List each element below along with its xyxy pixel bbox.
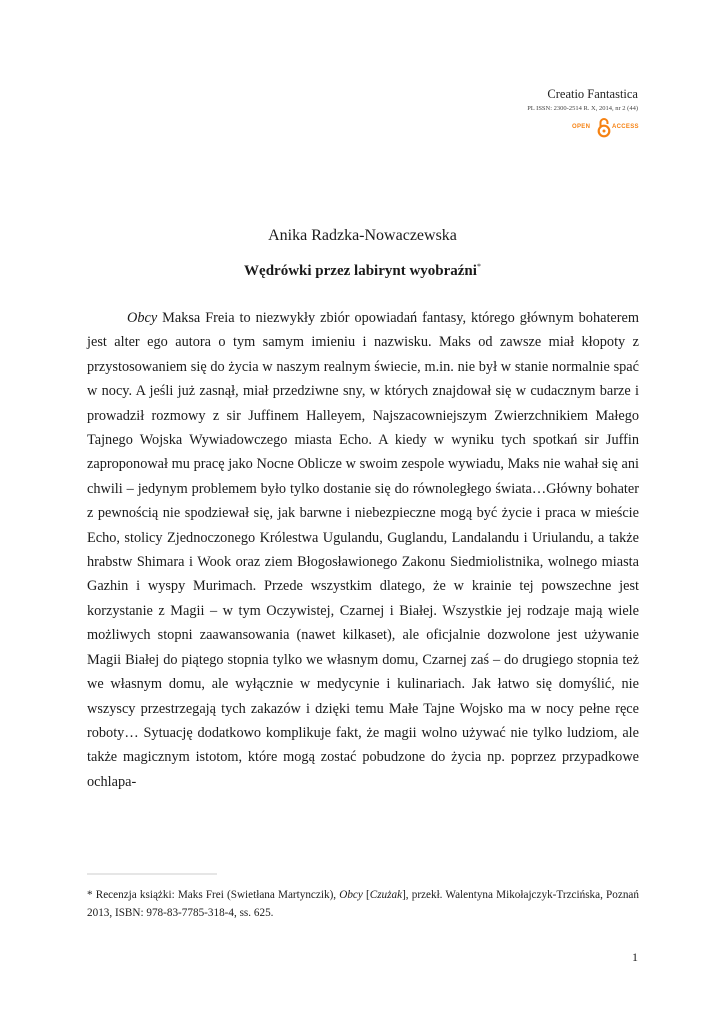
open-access-open-word: OPEN [572,124,591,130]
book-title-italic: Obcy [127,310,158,326]
footnote-separator [87,873,217,875]
footnote-bracket-open: [ [362,889,370,901]
article-title [0,257,725,281]
journal-header [438,87,638,138]
page-number: 1 [632,950,638,964]
lock-keyhole [603,130,606,133]
footnote-text-2: ], przekł. Walentyna Mikołajczyk-Trzcińska, Poznań 2013, ISBN: 978-83-7785-318-4, ss. 625. [87,889,639,919]
footnote-book-title: Obcy [339,889,363,901]
article-author: Anika Radzka-Nowaczewska [268,227,457,244]
journal-name: Creatio Fantastica [547,87,638,101]
journal-issn: PL ISSN: 2300-2514 R. X, 2014, nr 2 (44) [527,105,638,112]
footnote [87,886,639,922]
open-access-access-word: ACCESS [612,124,639,130]
open-access-logo [572,116,642,138]
paragraph-text: Maksa Freia to niezwykły zbiór opowiadań fantasy, którego głównym bohaterem jest alter ego autora o tym samym imieniu i nazwisku. Maks od zawsze miał kłopoty z przystosowaniem się do życia w naszym realnym świecie, m.in. nie był w stanie normalnie spać w nocy. A jeśli już zasnął, miał przedziwne sny, w których znajdował się w cudacznym barze i prowadził rozmowy z sir Juffinem Halleyem, Najszacowniejszym Zwierzchnikiem Małego Tajnego Wojska Wywiadowczego miasta Echo. A kiedy w wyniku tych spotkań sir Juffin zaproponował mu pracę jako Nocne Oblicze w swoim zespole wywiadu, Maks nie wahał się ani chwili – jedynym problemem było tylko dostanie się do równoległego świata…Główny bohater z pewnością nie spodziewał się, jak barwne i niebezpieczne mogą być życie i praca w mieście Echo, stolicy Zjednoczonego Królestwa Ugulandu, Guglandu, Landalandu i Uriulandu, a także hrabstw Shimara i Wook oraz ziem Błogosławionego Zakonu Siedmiolistnika, wolnego miasta Gazhin i wyspy Murimach. Przede wszystkim dlatego, że w krainie tej powszechne jest korzystanie z Magii – w tym Oczywistej, Czarnej i Białej. Wszystkie jej rodzaje mają wiele możliwych stopni zaawansowania (nawet kilkaset), ale oficjalnie dozwolone jest używanie Magii Białej do piątego stopnia tylko we własnym domu, Czarnej zaś – do drugiego stopnia też we własnym domu, ale wyłącznie w medycynie i kulinariach. Jak łatwo się domyślić, nie wszyscy przestrzegają tych zakazów i dzięki temu Małe Tajne Wojsko ma w nocy pełne ręce roboty… Sytuację dodatkowo komplikuje fakt, że magii wolno używać nie tylko ludziom, ale także magicznym istotom, które mogą zostać pobudzone do życia np. poprzez przypadkowe ochlapa- [87,310,639,790]
open-lock-icon [597,116,611,138]
footnote-text-1: Recenzja książki: Maks Frei (Swietłana Martynczik), [92,889,340,901]
body-paragraph [87,306,639,794]
footnote-original-title: Czużak [369,889,403,901]
footnote-reference-marker: * [476,262,481,271]
footnote-marker: * [87,889,93,901]
article-title-text: Wędrówki przez labirynt wyobraźni [244,263,477,279]
article-body [87,306,639,794]
